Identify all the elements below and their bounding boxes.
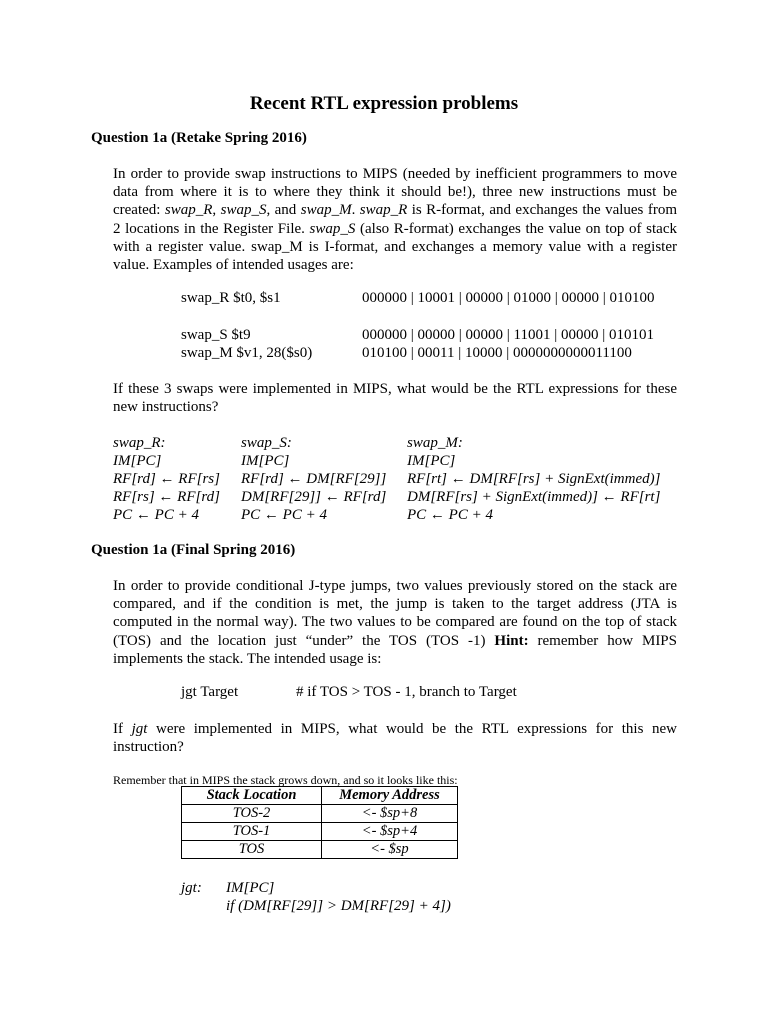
example-encoding: 000000 | 10001 | 00000 | 01000 | 00000 | 010100	[362, 290, 655, 306]
example-encoding: 010100 | 00011 | 10000 | 0000000000011100	[362, 345, 632, 361]
rtl-line: RF[rs] ← RF[rd]	[113, 489, 220, 505]
rtl-line: RF[rd] ← RF[rs]	[113, 471, 220, 487]
intro-text: , and	[266, 202, 301, 219]
rtl-line: RF[rt] ← DM[RF[rs] + SignExt(immed)]	[407, 471, 661, 487]
intro-swap-m: swap_M	[300, 202, 352, 219]
question-1-prompt: If these 3 swaps were implemented in MIPS, what would be the RTL expressions for these new instructions?	[113, 381, 677, 416]
rtl-line: DM[RF[rs] + SignExt(immed)] ← RF[rt]	[407, 489, 661, 505]
intro-swap-s: swap_S	[220, 202, 267, 219]
table-row	[182, 823, 458, 841]
rtl-header: swap_S:	[241, 435, 292, 451]
question-2-intro	[113, 577, 677, 668]
answer-line: IM[PC]	[226, 880, 275, 896]
usage-comment: # if TOS > TOS - 1, branch to Target	[296, 684, 517, 700]
stack-note: Remember that in MIPS the stack grows down, and so it looks like this:	[113, 773, 458, 787]
rtl-line: IM[PC]	[241, 453, 290, 469]
intro-text: In order to provide swap instructions to MIPS (needed by inefficient programmers to move data from where it is to where they think it should be!), three new instructions must be created:	[113, 166, 677, 219]
rtl-column-swap-s	[241, 434, 386, 524]
intro-text: ,	[212, 202, 221, 219]
intro-text: In order to provide conditional J-type jumps, two values previously stored on the stack are compared, and if the condition is met, the jump is taken to the target address (JTA is computed in the normal way). The two values to be compared are found on the top of stack (TOS) and the location just “under” the TOS (TOS -1)	[113, 578, 677, 649]
example-instr: swap_S $t9	[181, 327, 251, 343]
example-encoding: 000000 | 00000 | 00000 | 11001 | 00000 | 010101	[362, 327, 654, 343]
intro-text: remember how MIPS implements the stack. The intended usage is:	[113, 632, 677, 667]
table-cell: <- $sp	[322, 841, 458, 859]
intro-text: .	[351, 202, 360, 219]
table-row	[182, 805, 458, 823]
rtl-line: RF[rd] ← DM[RF[29]]	[241, 471, 387, 487]
prompt-text: were implemented in MIPS, what would be the RTL expressions for this new instruction?	[113, 721, 677, 756]
table-header: Memory Address	[322, 787, 458, 805]
rtl-line: DM[RF[29]] ← RF[rd]	[241, 489, 387, 505]
table-cell: TOS	[182, 841, 322, 859]
rtl-header: swap_R:	[113, 435, 166, 451]
question-2-heading: Question 1a (Final Spring 2016)	[91, 542, 296, 558]
rtl-column-swap-r	[113, 434, 220, 524]
stack-table	[181, 786, 458, 859]
answer-label: jgt:	[181, 880, 202, 896]
table-cell: TOS-2	[182, 805, 322, 823]
rtl-header: swap_M:	[407, 435, 463, 451]
intro-swap-s: swap_S	[309, 220, 356, 237]
prompt-text: If	[113, 721, 132, 737]
table-cell: <- $sp+8	[322, 805, 458, 823]
rtl-line: IM[PC]	[113, 453, 162, 469]
question-1-intro	[113, 165, 677, 274]
prompt-jgt: jgt	[131, 721, 148, 737]
usage-instr: jgt Target	[181, 684, 239, 700]
table-cell: <- $sp+4	[322, 823, 458, 841]
page-title: Recent RTL expression problems	[249, 93, 519, 114]
table-header-row	[182, 787, 458, 805]
answer-line: if (DM[RF[29]] > DM[RF[29] + 4])	[226, 898, 451, 914]
question-1-heading: Question 1a (Retake Spring 2016)	[91, 130, 307, 146]
table-cell: TOS-1	[182, 823, 322, 841]
rtl-line: PC ← PC + 4	[241, 507, 327, 523]
example-instr: swap_R $t0, $s1	[181, 290, 281, 306]
table-row	[182, 841, 458, 859]
intro-text: (also R-format) exchanges the value on top of stack with a register value. swap_M is I-format, and exchanges a memory value with a register value. Examples of intended usages are:	[113, 220, 677, 274]
question-2-prompt	[113, 720, 677, 756]
rtl-column-swap-m	[407, 434, 660, 524]
intro-text: is R-format, and exchanges the values from 2 locations in the Register File.	[113, 202, 677, 237]
intro-swap-r: swap_R	[359, 202, 408, 219]
hint-label: Hint:	[494, 632, 529, 649]
rtl-line: PC ← PC + 4	[407, 507, 493, 523]
intro-swap-r: swap_R	[164, 202, 213, 219]
rtl-line: IM[PC]	[407, 453, 456, 469]
rtl-line: PC ← PC + 4	[113, 507, 199, 523]
example-instr: swap_M $v1, 28($s0)	[181, 345, 313, 361]
table-header: Stack Location	[182, 787, 322, 805]
